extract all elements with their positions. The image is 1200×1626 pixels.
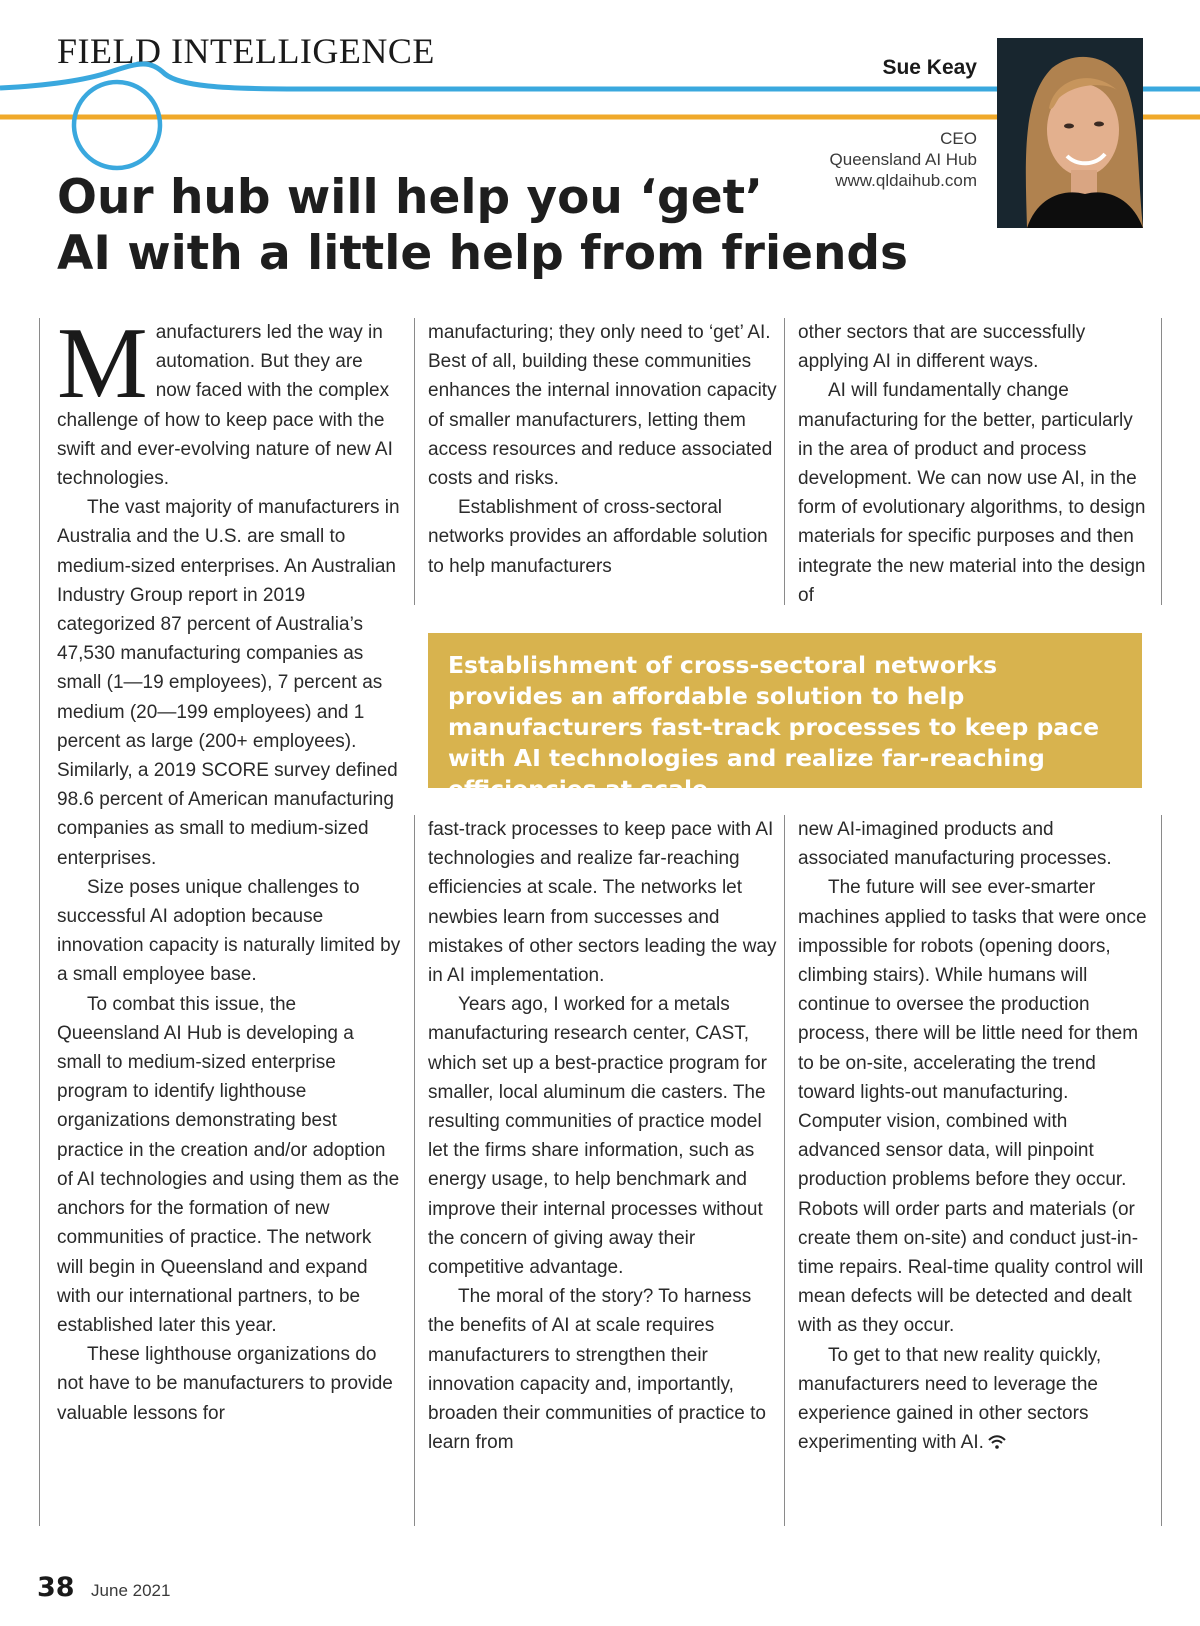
author-photo [997, 38, 1143, 228]
author-website[interactable]: www.qldaihub.com [835, 171, 977, 190]
column-divider [1161, 815, 1162, 1526]
page-footer [37, 1572, 170, 1603]
paragraph: These lighthouse organizations do not have to be manufacturers to provide valuable lessons for [57, 1344, 393, 1424]
author-organization: Queensland AI Hub [829, 150, 977, 169]
paragraph: The moral of the story? To harness the benefits of AI at scale requires manufacturers to strengthen their innovation capacity and, importantly, broaden their communities of practice to learn from [428, 1286, 766, 1454]
paragraph-text: To get to that new reality quickly, manufacturers need to leverage the experience gained in other sectors experimenting with AI. [798, 1344, 1102, 1454]
paragraph: Size poses unique challenges to successful AI adoption because innovation capacity is naturally limited by a small employee base. [57, 876, 401, 986]
paragraph: The vast majority of manufacturers in Australia and the U.S. are small to medium-sized enterprises. An Australian Industry Group report in 2019 categorized 87 percent of Australia’s 47,530 manufacturing companies as small (1—19 employees), 7 percent as medium (20—199 employees) and 1 percent as large (200+ employees). Similarly, a 2019 SCORE survey defined 98.6 percent of American manufacturing companies as small to medium-sized enterprises. [57, 497, 400, 869]
paragraph [57, 307, 402, 493]
paragraph: AI will fundamentally change manufacturing for the better, particularly in the area of product and process development. We can now use AI, in the form of evolutionary algorithms, to design materials for specific purposes and then integrate the new material into the design of [798, 380, 1146, 606]
wifi-end-icon [988, 1435, 1006, 1449]
paragraph: other sectors that are successfully applying AI in different ways. [798, 322, 1086, 373]
pull-quote-text: Establishment of cross-sectoral networks provides an affordable solution to help manufacturers fast-track processes to keep pace with AI technologies and realize far-reaching efficiencies at scale. [448, 651, 1100, 803]
headline [57, 170, 957, 282]
headline-line-1: Our hub will help you ‘get’ [57, 170, 763, 225]
paragraph: new AI-imagined products and associated manufacturing processes. [798, 819, 1112, 870]
pull-quote [428, 633, 1142, 803]
column-divider [414, 318, 415, 605]
column-divider [784, 815, 785, 1526]
article-column-3-top [798, 318, 1148, 610]
paragraph-text: anufacturers led the way in automation. But they are now faced with the complex challenge of how to keep pace with the swift and ever-evolving nature of new AI technologies. [57, 322, 393, 490]
article-column-2-top [428, 318, 778, 581]
page-number: 38 [37, 1572, 75, 1603]
headline-line-2: AI with a little help from friends [57, 226, 909, 281]
paragraph: manufacturing; they only need to ‘get’ AI. Best of all, building these communities enhances the internal innovation capacity of smaller manufacturers, letting them access resources and reduce associated costs and risks. [428, 322, 777, 490]
article-column-1 [57, 307, 402, 1428]
column-divider [1161, 318, 1162, 605]
paragraph: Establishment of cross-sectoral networks provides an affordable solution to help manufacturers [428, 497, 768, 577]
paragraph: To combat this issue, the Queensland AI Hub is developing a small to medium-sized enterprise program to identify lighthouse organizations demonstrating best practice in the creation and/or adoption of AI technologies and using them as the anchors for the formation of new communities of practice. The network will begin in Queensland and expand with our international partners, to be established later this year. [57, 993, 400, 1336]
section-title: FIELD INTELLIGENCE [57, 31, 435, 71]
author-title: CEO [940, 129, 977, 148]
article-column-2-bottom [428, 815, 778, 1457]
column-divider [414, 815, 415, 1526]
paragraph: fast-track processes to keep pace with AI technologies and realize far-reaching efficiencies at scale. The networks let newbies learn from successes and mistakes of other sectors leading the way in AI implementation. [428, 819, 777, 987]
paragraph [798, 1341, 1148, 1458]
paragraph: Years ago, I worked for a metals manufacturing research center, CAST, which set up a best-practice program for smaller, local aluminum die casters. The resulting communities of practice model let the firms share information, such as energy usage, to help benchmark and improve their internal processes without the concern of giving away their competitive advantage. [428, 994, 767, 1279]
portrait-illustration [997, 38, 1143, 228]
drop-cap: M [57, 307, 148, 420]
column-divider [784, 318, 785, 605]
column-divider [39, 318, 40, 1526]
article-column-3-bottom [798, 815, 1148, 1457]
author-name: Sue Keay [882, 56, 977, 79]
paragraph: The future will see ever-smarter machines applied to tasks that were once impossible for robots (opening doors, climbing stairs). While humans will continue to oversee the production process, there will be little need for them to be on-site, accelerating the trend toward lights-out manufacturing. Computer vision, combined with advanced sensor data, will pinpoint production problems before they occur. Robots will order parts and materials (or create them on-site) and conduct just-in-time repairs. Real-time quality control will mean defects will be detected and dealt with as they occur. [798, 877, 1147, 1337]
issue-date: June 2021 [91, 1581, 171, 1600]
